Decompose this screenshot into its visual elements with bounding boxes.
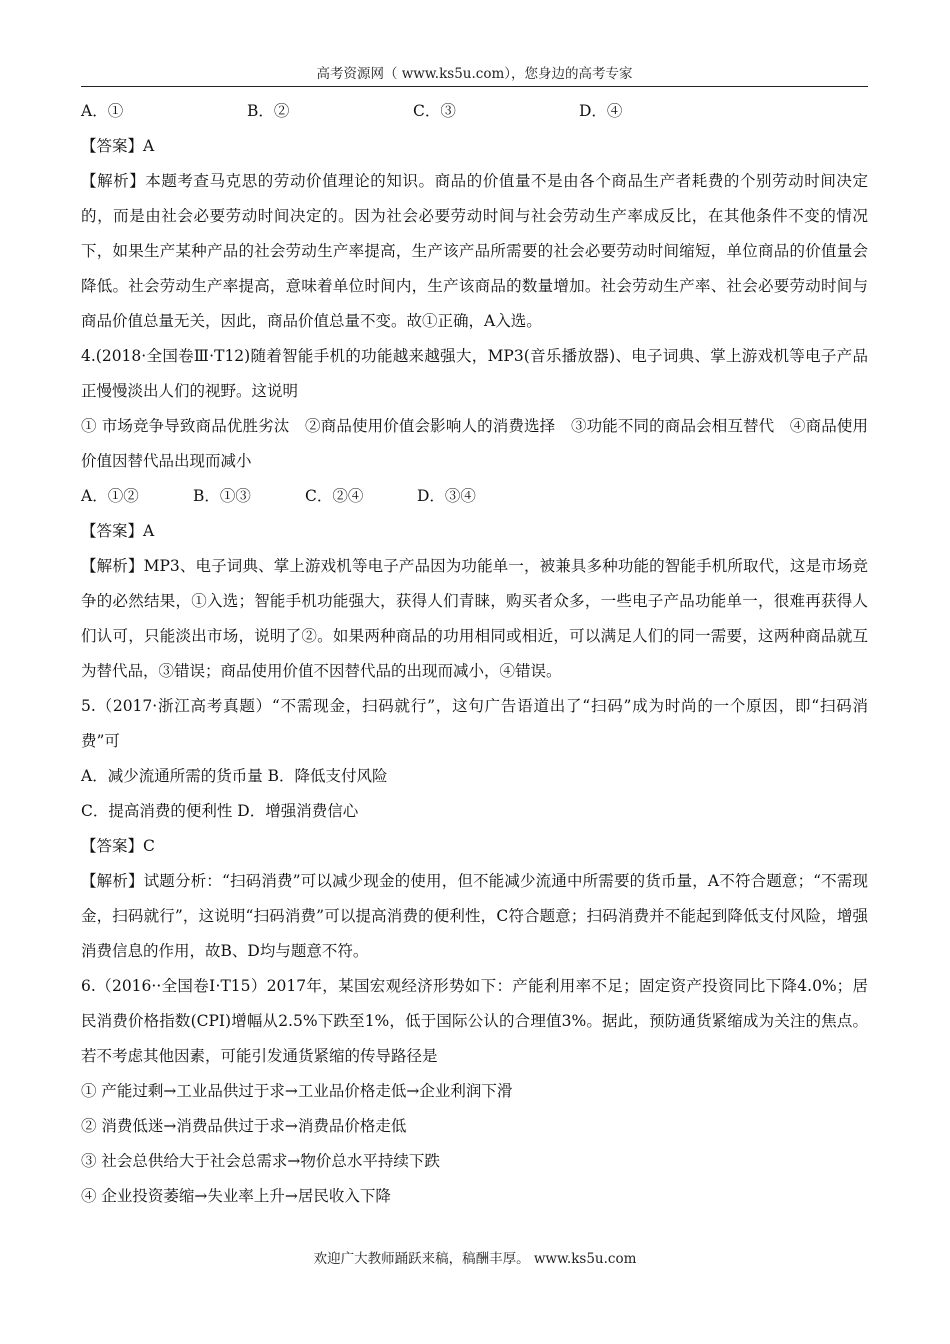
q4-statements: ① 市场竞争导致商品优胜劣汰 ②商品使用价值会影响人的消费选择 ③功能不同的商品会相互替代 ④商品使用价值因替代品出现而减小 bbox=[81, 417, 868, 470]
q3-options bbox=[81, 94, 868, 129]
q3-answer: 【答案】A bbox=[81, 137, 155, 155]
q4-option-b: B．①③ bbox=[193, 487, 251, 505]
q6-path-1: ① 产能过剩→工业品供过于求→工业品价格走低→企业利润下滑 bbox=[81, 1082, 513, 1100]
q3-analysis: 【解析】本题考查马克思的劳动价值理论的知识。商品的价值量不是由各个商品生产者耗费的个别劳动时间决定的，而是由社会必要劳动时间决定的。因为社会必要劳动时间与社会劳动生产率成反比，在其他条件不变的情况下，如果生产某种产品的社会劳动生产率提高，生产该产品所需要的社会必要劳动时间缩短，单位商品的价值量会降低。社会劳动生产率提高，意味着单位时间内，生产该商品的数量增加。社会劳动生产率、社会必要劳动时间与商品价值总量无关，因此，商品价值总量不变。故①正确，A入选。 bbox=[81, 172, 868, 330]
page-content bbox=[81, 94, 868, 1214]
q6-path-4: ④ 企业投资萎缩→失业率上升→居民收入下降 bbox=[81, 1187, 391, 1205]
q3-option-a: A．① bbox=[81, 102, 124, 120]
page-footer: 欢迎广大教师踊跃来稿，稿酬丰厚。 www.ks5u.com bbox=[313, 1251, 637, 1267]
q3-option-b: B．② bbox=[247, 102, 290, 120]
q5-answer: 【答案】C bbox=[81, 837, 155, 855]
q6-stem: 6.（2016··全国卷Ⅰ·T15）2017年，某国宏观经济形势如下：产能利用率不足；固定资产投资同比下降4.0%；居民消费价格指数(CPI)增幅从2.5%下跌至1%，低于国际公认的合理值3%。据此，预防通货紧缩成为关注的焦点。若不考虑其他因素，可能引发通货紧缩的传导路径是 bbox=[81, 977, 868, 1065]
q4-options bbox=[81, 479, 868, 514]
q6-path-3: ③ 社会总供给大于社会总需求→物价总水平持续下跌 bbox=[81, 1152, 440, 1170]
q4-option-a: A．①② bbox=[81, 487, 139, 505]
q5-options-line1: A．减少流通所需的货币量 B．降低支付风险 bbox=[81, 767, 388, 785]
q3-option-c: C．③ bbox=[413, 102, 456, 120]
q6-path-2: ② 消费低迷→消费品供过于求→消费品价格走低 bbox=[81, 1117, 407, 1135]
q3-option-d: D．④ bbox=[579, 102, 623, 120]
q4-stem: 4.(2018·全国卷Ⅲ·T12)随着智能手机的功能越来越强大，MP3(音乐播放器)、电子词典、掌上游戏机等电子产品正慢慢淡出人们的视野。这说明 bbox=[81, 347, 868, 400]
q5-analysis: 【解析】试题分析：“扫码消费”可以减少现金的使用，但不能减少流通中所需要的货币量，A不符合题意；“不需现金，扫码就行”，这说明“扫码消费”可以提高消费的便利性，C符合题意；扫码消费并不能起到降低支付风险，增强消费信息的作用，故B、D均与题意不符。 bbox=[81, 872, 868, 960]
q4-answer: 【答案】A bbox=[81, 522, 155, 540]
page-header: 高考资源网（ www.ks5u.com），您身边的高考专家 bbox=[81, 62, 868, 87]
q5-stem: 5.（2017·浙江高考真题）“不需现金，扫码就行”，这句广告语道出了“扫码”成为时尚的一个原因，即“扫码消费”可 bbox=[81, 697, 868, 750]
q4-analysis: 【解析】MP3、电子词典、掌上游戏机等电子产品因为功能单一，被兼具多种功能的智能手机所取代，这是市场竞争的必然结果，①入选；智能手机功能强大，获得人们青睐，购买者众多，一些电子产品功能单一，很难再获得人们认可，只能淡出市场，说明了②。如果两种商品的功用相同或相近，可以满足人们的同一需要，这两种商品就互为替代品，③错误；商品使用价值不因替代品的出现而减小，④错误。 bbox=[81, 557, 868, 680]
q4-option-d: D．③④ bbox=[417, 487, 476, 505]
q4-option-c: C．②④ bbox=[305, 487, 364, 505]
q5-options-line2: C．提高消费的便利性 D．增强消费信心 bbox=[81, 802, 359, 820]
